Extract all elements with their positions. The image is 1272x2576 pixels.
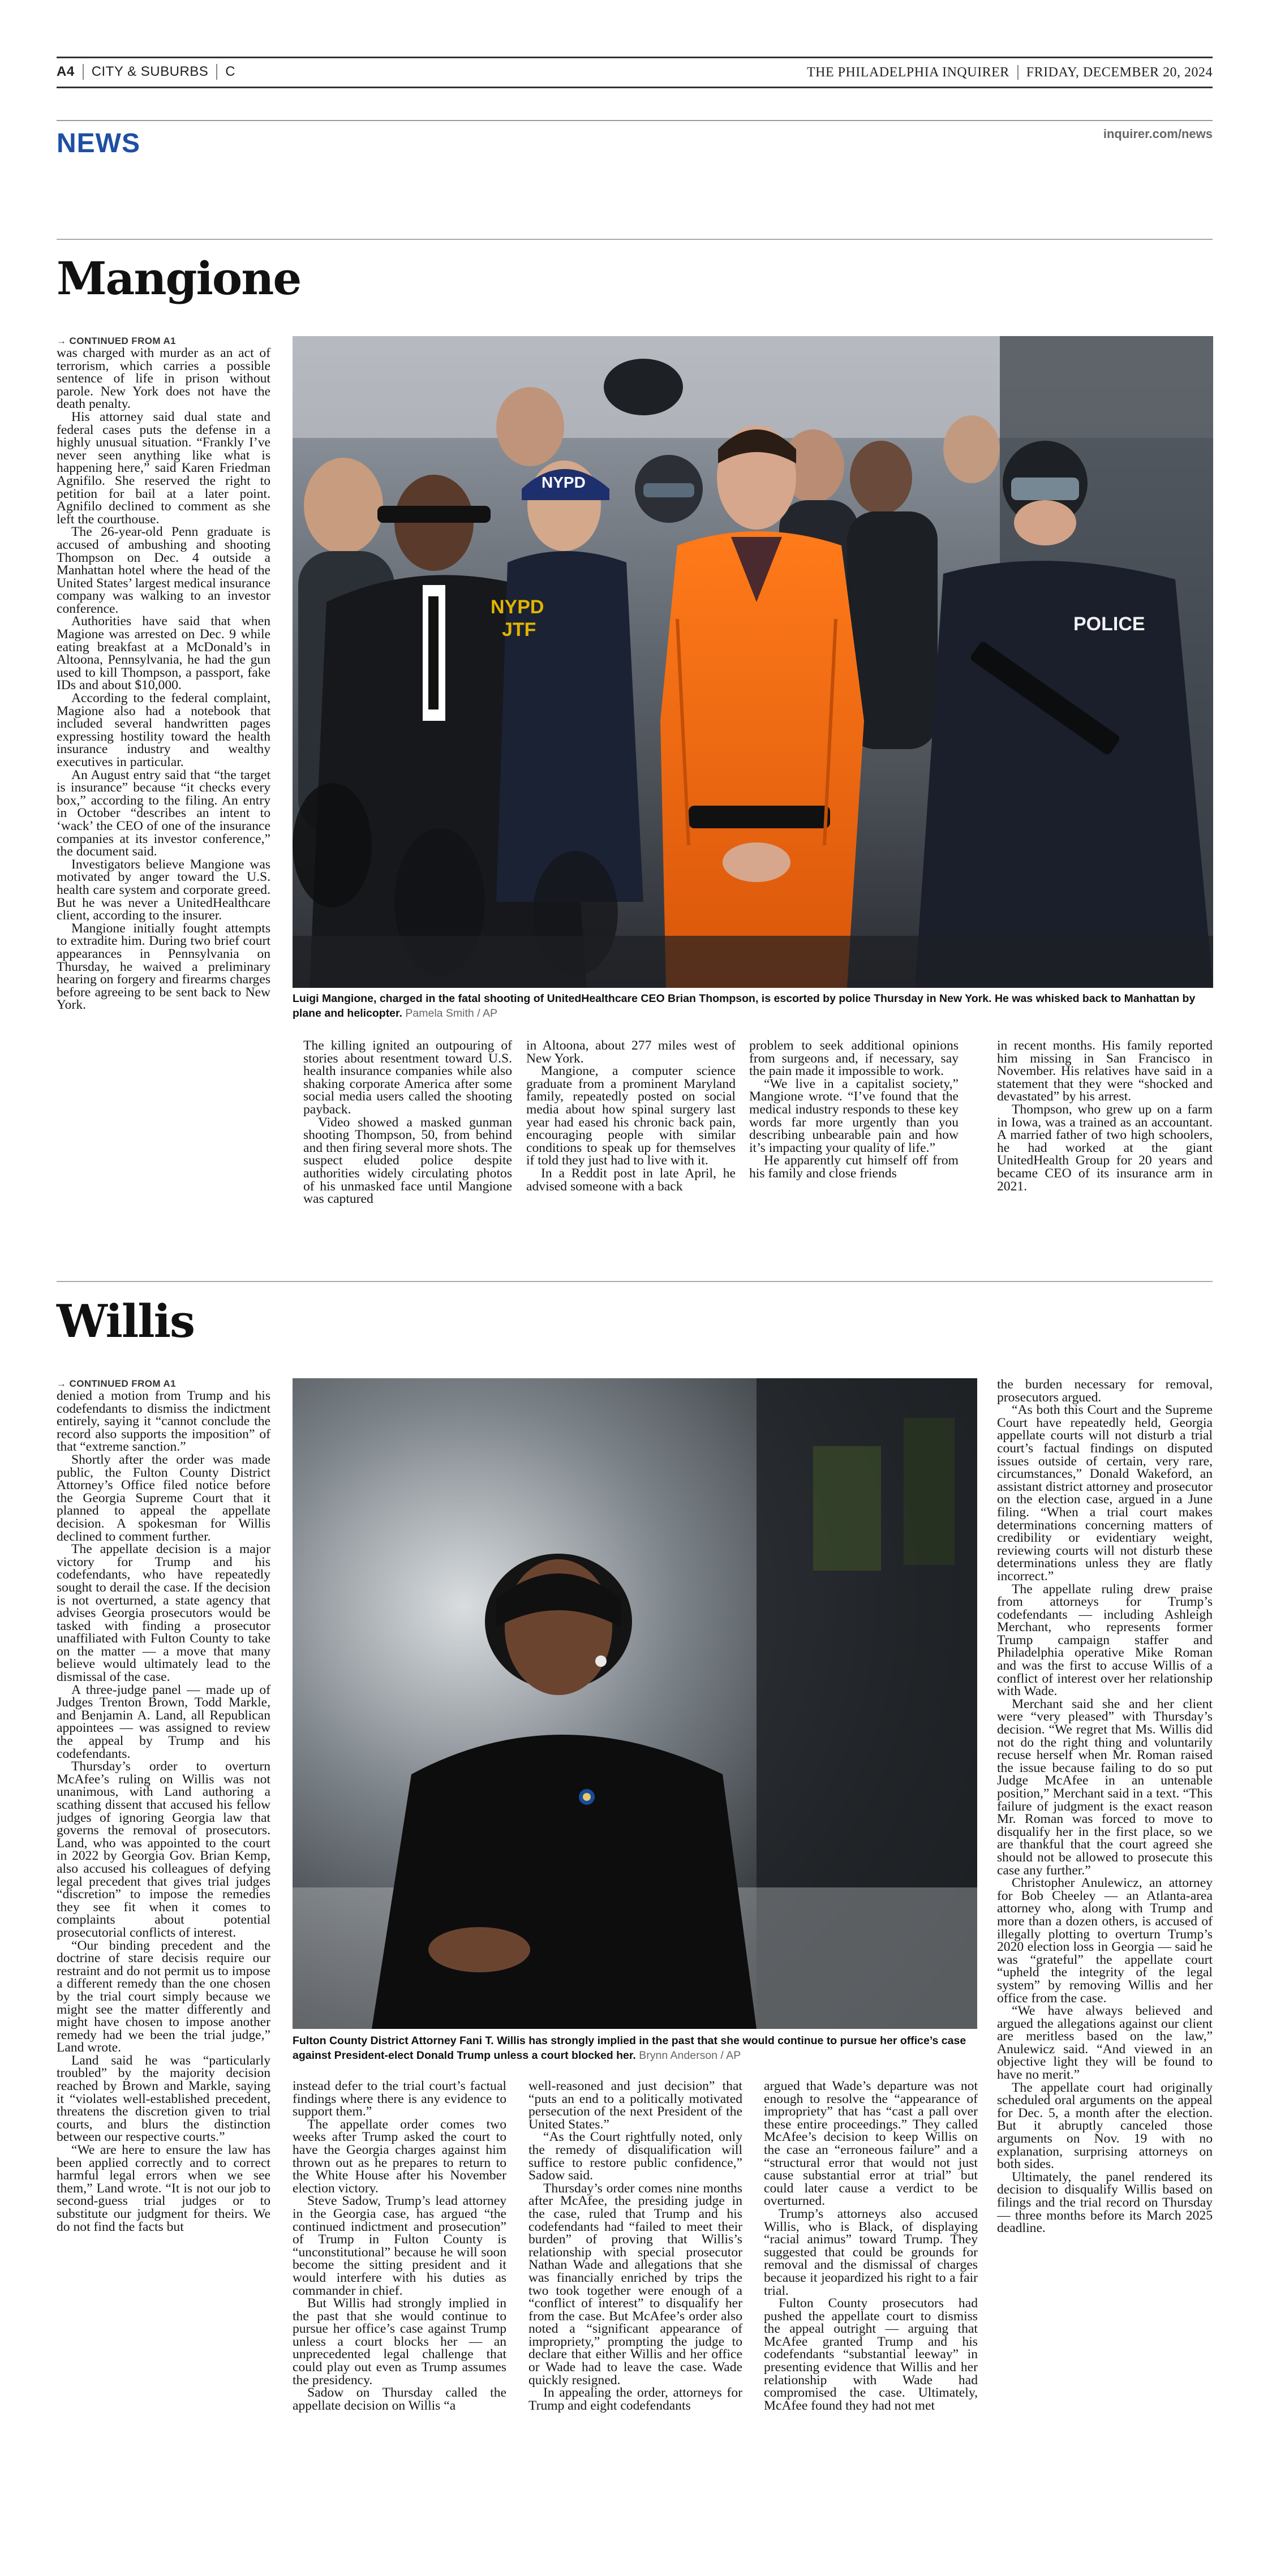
story1-column-3 [526, 1039, 736, 1254]
paragraph: An August entry said that “the target is insurance” because “it checks every box,” according to the filing. An entry in October “describes an intent to ‘wack’ the CEO of one of the insurance companies at its investor conference,” the document said. [57, 767, 270, 859]
story2-column-3 [528, 2080, 742, 2561]
paragraph: His attorney said dual state and federal cases puts the defense in a highly unusual situation. “Frankly I’ve never seen anything like what is happening here,” said Karen Friedman Agnifilo. She reserved the right to petition for bail at a later point. Agnifilo declined to comment as she left the courthouse. [57, 409, 270, 527]
paragraph: denied a motion from Trump and his codefendants to dismiss the indictment entirely, saying it “cannot conclude the record also supports the imposition” of that “extreme sanction.” [57, 1390, 270, 1455]
paragraph: The killing ignited an outpouring of stories about resentment toward U.S. health insurance companies while also shaking corporate America after some social media users called the shooting payback. [303, 1039, 512, 1117]
story1-caption-text: Luigi Mangione, charged in the fatal shooting of UnitedHealthcare CEO Brian Thompson, is escorted by police Thursday in New York. He was whisked back to Manhattan by plane and helicopter. [293, 992, 1196, 1020]
folio-right [807, 65, 1213, 80]
svg-text:NYPD: NYPD [491, 596, 544, 618]
paragraph: argued that Wade’s departure was not enough to resolve the “appearance of impropriety” that has “cast a pall over these entire proceedings.” They called McAfee’s decision to keep Willis on the case an “erroneous failure” and a “structural error that would not just cause substantial error at trial” but could later cause a verdict to be overturned. [764, 2080, 978, 2209]
section-url[interactable]: inquirer.com/news [1103, 127, 1213, 141]
paragraph: Investigators believe Mangione was motivated by anger toward the U.S. health care system and corporate greed. But he was never a UnitedHealthcare client, according to the insurer. [57, 857, 270, 923]
paragraph: “We are here to ensure the law has been applied correctly and to correct harmful legal errors when we see them,” Land wrote. “It is not our job to second-guess trial judges or to substitute our judgment for theirs. We do not find the facts but [57, 2143, 270, 2234]
paragraph: Steve Sadow, Trump’s lead attorney in the Georgia case, has argued “the continued indictment and prosecution” of Trump in Fulton County is “unconstitutional” because he will soon become the sitting president and it would interfere with his duties as commander in chief. [293, 2194, 506, 2298]
paragraph: Mangione initially fought attempts to extradite him. During two brief court appearances in Pennsylvania on Thursday, he waived a preliminary hearing on forgery and firearms charges before agreeing to be sent back to New York. [57, 921, 270, 1013]
paragraph: Thompson, who grew up on a farm in Iowa, was a trained as an accountant. A married father of two high schoolers, he had worked at the giant UnitedHealth Group for 20 years and became CEO of its insurance arm in 2021. [997, 1102, 1213, 1194]
story2-column-2 [293, 2080, 506, 2561]
story1-jump-line: → CONTINUED FROM A1 [57, 336, 176, 346]
section-title: NEWS [57, 128, 140, 158]
paragraph: Christopher Anulewicz, an attorney for Bob Cheeley — an Atlanta-area attorney who, along with Trump and more than a dozen others, is accused of illegally plotting to overturn Trump’s 2020 election loss in Georgia — said he was “grateful” the appellate court “upheld the integrity of the legal system” by removing Willis and her office from the case. [997, 1876, 1213, 2006]
story1-photo-credit: Pamela Smith / AP [405, 1007, 497, 1020]
paragraph: the burden necessary for removal, prosecutors argued. [997, 1378, 1213, 1405]
paragraph: In appealing the order, attorneys for Trump and eight codefendants [528, 2385, 742, 2413]
paragraph: instead defer to the trial court’s factual findings where there is any evidence to support them.” [293, 2080, 506, 2119]
story2-column-4 [764, 2080, 978, 2561]
story2-jump-line: → CONTINUED FROM A1 [57, 1378, 176, 1389]
edition-label: C [225, 64, 236, 79]
paragraph: The appellate order comes two weeks after Trump asked the court to have the Georgia charges against him thrown out as he prepares to return to the White House after his November election victory. [293, 2117, 506, 2196]
svg-text:POLICE: POLICE [1073, 613, 1145, 635]
paragraph: Sadow on Thursday called the appellate decision on Willis “a [293, 2385, 506, 2413]
divider [57, 1281, 1213, 1282]
paragraph: “We live in a capitalist society,” Mangione wrote. “I’ve found that the medical industry responds to these key words far more urgently than you describing unbearable pain and how it’s impacting your quality of life.” [749, 1076, 959, 1155]
paragraph: Merchant said she and her client were “very pleased” with Thursday’s decision. “We regret that Ms. Willis did not do the right thing and voluntarily recuse herself when Mr. Roman raised the issue because failing to do so put Judge McAfee in an untenable position,” Merchant said in a text. “This failure of judgment is the exact reason Mr. Roman was forced to move to disqualify her in the first place, so we are thankful that the court agreed she should not be allowed to prosecute this case any further.” [997, 1696, 1213, 1878]
story2-column-5 [997, 1378, 1213, 2561]
story2-photo-credit: Brynn Anderson / AP [639, 2049, 741, 2062]
paragraph: Mangione, a computer science graduate from a prominent Maryland family, repeatedly posted on social media about how spinal surgery last year had eased his chronic back pain, encouraging people with similar conditions to speak up for themselves if told they just had to live with it. [526, 1064, 736, 1168]
paragraph: Shortly after the order was made public, the Fulton County District Attorney’s Office filed notice before the Georgia Supreme Court that it planned to appeal the appellate decision. A spokesman for Willis declined to comment further. [57, 1452, 270, 1544]
story1-caption [293, 991, 1213, 1021]
issue-date: FRIDAY, DECEMBER 20, 2024 [1026, 65, 1213, 80]
story1-headline: Mangione [57, 252, 301, 305]
page-number: A4 [57, 64, 84, 80]
paragraph: He apparently cut himself off from his family and close friends [749, 1153, 959, 1181]
story1-column-1 [57, 347, 270, 1246]
paragraph: Thursday’s order to overturn McAfee’s ruling on Willis was not unanimous, with Land authoring a scathing dissent that accused his fellow judges of ignoring Georgia law that governs the removal of prosecutors. Land, who was appointed to the court in 2022 by Georgia Gov. Brian Kemp, also accused his colleagues of defying legal precedent that gives trial judges “discretion” to impose the remedies they see fit when it comes to complaints about potential prosecutorial conflicts of interest. [57, 1759, 270, 1940]
paragraph: in Altoona, about 277 miles west of New York. [526, 1039, 736, 1066]
story2-caption [293, 2033, 977, 2063]
paragraph: The appellate decision is a major victory for Trump and his codefendants, who have repeatedly sought to derail the case. If the decision is not overturned, a state agency that advises Georgia prosecutors would be tasked with finding a prosecutor unaffiliated with Fulton County to take on the matter — a move that many believe would ultimately lead to the dismissal of the case. [57, 1542, 270, 1685]
story2-photo [293, 1378, 977, 2029]
paragraph: The appellate ruling drew praise from attorneys for Trump’s codefendants — including Ashleigh Merchant, who represents former Trump campaign staffer and Philadelphia operative Mike Roman and was the first to accuse Willis of a conflict of interest over her relationship with Wade. [997, 1581, 1213, 1699]
publication-name: THE PHILADELPHIA INQUIRER [807, 65, 1019, 80]
story1-photo [293, 336, 1213, 988]
paragraph: Ultimately, the panel rendered its decision to disqualify Willis based on filings and the trial record on Thursday — three months before its March 2025 deadline. [997, 2169, 1213, 2236]
story1-column-4 [749, 1039, 959, 1254]
paragraph: “Our binding precedent and the doctrine of stare decisis require our restraint and do not permit us to impose a different remedy than the one chosen by the trial court simply because we might see the matter differently and might have chosen to impose another remedy had we been the trial judge,” Land wrote. [57, 1938, 270, 2055]
paragraph: Land said he was “particularly troubled” by the majority decision reached by Brown and Markle, saying it “violates well-established precedent, threatens the discretion given to trial courts, and blurs the distinction between our respective courts.” [57, 2053, 270, 2145]
paragraph: In a Reddit post in late April, he advised someone with a back [526, 1166, 736, 1194]
story2-photo-illustration [293, 1378, 977, 2029]
paragraph: But Willis had strongly implied in the past that she would continue to pursue her office’s case against Trump unless a court blocks her — an unprecedented legal challenge that could play out even as Trump assumes the presidency. [293, 2296, 506, 2388]
paragraph: “As the Court rightfully noted, only the remedy of disqualification will suffice to restore public confidence,” Sadow said. [528, 2130, 742, 2183]
folio-bar [57, 57, 1213, 88]
paragraph: “As both this Court and the Supreme Court have repeatedly held, Georgia appellate courts will not disturb a trial court’s factual findings on disputed issues outside of certain, very rare, circumstances,” Donald Wakeford, an assistant district attorney and prosecutor on the election case, argued in a June filing. “When a trial court makes determinations concerning matters of credibility or evidentiary weight, reviewing courts will not disturb these determinations unless they are flatly incorrect.” [997, 1403, 1213, 1584]
paragraph: The 26-year-old Penn graduate is accused of ambushing and shooting Thompson on Dec. 4 outside a Manhattan hotel where the head of the United States’ largest medical insurance company was walking to an investor conference. [57, 524, 270, 616]
story2-headline: Willis [57, 1295, 195, 1348]
paragraph: was charged with murder as an act of terrorism, which carries a possible sentence of life in prison without parole. New York does not have the death penalty. [57, 347, 270, 412]
paragraph: Authorities have said that when Magione was arrested on Dec. 9 while eating breakfast at a McDonald’s in Altoona, Pennsylvania, he had the gun used to kill Thompson, a passport, fake IDs and about $10,000. [57, 614, 270, 693]
story2-column-1 [57, 1390, 270, 2521]
story1-column-2 [303, 1039, 512, 1254]
folio-left [57, 64, 243, 80]
paragraph: in recent months. His family reported him missing in San Francisco in November. His relatives have said in a statement that they were “shocked and devastated” by his arrest. [997, 1039, 1213, 1104]
paragraph: The appellate court had originally scheduled oral arguments on the appeal for Dec. 5, a month after the election. But it abruptly canceled those arguments on Nov. 19 with no explanation, surprising attorneys on both sides. [997, 2080, 1213, 2172]
paragraph: Fulton County prosecutors had pushed the appellate court to dismiss the appeal outright — arguing that McAfee granted Trump and his codefendants “substantial leeway” in presenting evidence that Willis and her relationship with Wade had compromised the case. Ultimately, McAfee found they had not met [764, 2296, 978, 2413]
paragraph: Trump’s attorneys also accused Willis, who is Black, of displaying “racial animus” toward Trump. They suggested that could be grounds for removal and the dismissal of charges because it jeopardized his right to a fair trial. [764, 2206, 978, 2298]
paragraph: According to the federal complaint, Magione also had a notebook that included several handwritten pages expressing hostility toward the health insurance industry and wealthy executives in particular. [57, 691, 270, 769]
paragraph: problem to seek additional opinions from surgeons and, if necessary, say the pain made it impossible to work. [749, 1039, 959, 1079]
paragraph: “We have always believed and argued the allegations against our client are meritless based on the law,” Anulewicz said. “And viewed in an objective light they will be found to have no merit.” [997, 2003, 1213, 2083]
story1-column-5 [997, 1039, 1213, 1254]
story1-photo-illustration [293, 336, 1213, 988]
paragraph: well-reasoned and just decision” that “puts an end to a politically motivated persecution of the next President of the United States.” [528, 2080, 742, 2132]
svg-text:JTF: JTF [502, 619, 536, 640]
paragraph: Thursday’s order comes nine months after McAfee, the presiding judge in the case, ruled that Trump and his codefendants had “failed to meet their burden” of proving that Willis’s relationship with special prosecutor Nathan Wade and allegations that she was financially enriched by trips the two took together were enough of a “conflict of interest” to disqualify her from the case. But McAfee’s order also noted a “significant appearance of impropriety,” prompting the judge to declare that either Willis and her office or Wade had to leave the case. Wade quickly resigned. [528, 2181, 742, 2388]
paragraph: A three-judge panel — made up of Judges Trenton Brown, Todd Markle, and Benjamin A. Land, all Republican appointees — was assigned to review the appeal by Trump and his codefendants. [57, 1682, 270, 1761]
section-label: CITY & SUBURBS [84, 64, 218, 80]
paragraph: Video showed a masked gunman shooting Thompson, 50, from behind and then firing several more shots. The suspect eluded police despite authorities widely circulating photos of his unmasked face until Mangione was captured [303, 1115, 512, 1207]
svg-text:NYPD: NYPD [542, 474, 586, 491]
story2-caption-text: Fulton County District Attorney Fani T. Willis has strongly implied in the past that she would continue to pursue her office’s case against President-elect Donald Trump unless a court blocked her. [293, 2035, 966, 2062]
divider [57, 239, 1213, 240]
section-bar [57, 120, 1213, 161]
